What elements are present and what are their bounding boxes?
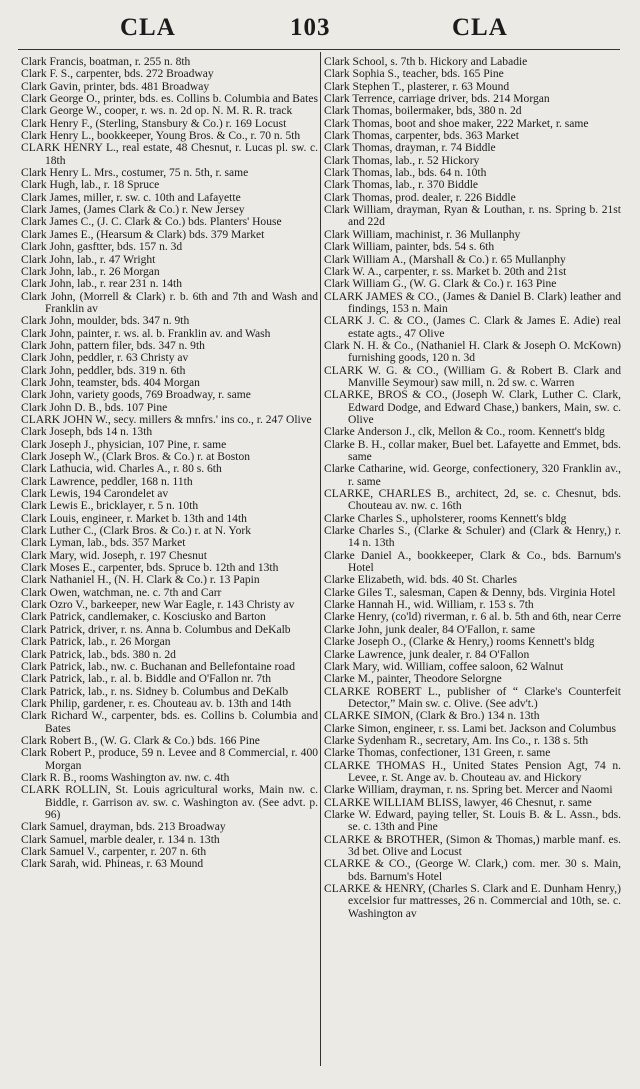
- directory-entry: Clark John, painter, r. ws. al. b. Franklin av. and Wash: [21, 327, 271, 340]
- directory-entry: Clark Samuel, drayman, bds. 213 Broadway: [21, 821, 226, 834]
- directory-entry: Clark George O., printer, bds. es. Collins b. Columbia and Bates: [21, 93, 318, 106]
- directory-entry: Clark Robert P., produce, 59 n. Levee and 8 Commercial, r. 400 Morgan: [21, 747, 318, 772]
- directory-entry: Clark William, drayman, Ryan & Louthan, r. ns. Spring b. 21st and 22d: [324, 204, 621, 229]
- directory-entry: Clark John, teamster, bds. 404 Morgan: [21, 376, 200, 389]
- directory-entry: Clark F. S., carpenter, bds. 272 Broadway: [21, 68, 214, 81]
- directory-entry: CLARK JOHN W., secy. millers & mnfrs.' ins co., r. 247 Olive: [21, 413, 312, 426]
- directory-entry: Clark Joseph J., physician, 107 Pine, r. same: [21, 438, 227, 451]
- directory-entry: Clark James C., (J. C. Clark & Co.) bds. Planters' House: [21, 216, 282, 229]
- directory-entry: Clark Henry F., (Sterling, Stansbury & Co.) r. 169 Locust: [21, 117, 287, 130]
- directory-entry: Clarke Thomas, confectioner, 131 Green, r. same: [324, 747, 551, 760]
- directory-entry: Clark Lawrence, peddler, 168 n. 11th: [21, 475, 193, 488]
- directory-entry: Clark John, moulder, bds. 347 n. 9th: [21, 315, 190, 328]
- directory-entry: Clark William G., (W. G. Clark & Co.) r. 163 Pine: [324, 278, 557, 291]
- directory-entry: Clark Patrick, lab., bds. 380 n. 2d: [21, 648, 176, 661]
- directory-entry: Clark Nathaniel H., (N. H. Clark & Co.) r. 13 Papin: [21, 574, 260, 587]
- directory-entry: CLARK ROLLIN, St. Louis agricultural works, Main nw. c. Biddle, r. Garrison av. sw. c. Washington av. (See advt. p. 96): [21, 784, 318, 821]
- directory-entry: Clark Thomas, drayman, r. 74 Biddle: [324, 142, 496, 155]
- directory-entry: Clark Joseph W., (Clark Bros. & Co.) r. at Boston: [21, 451, 251, 463]
- directory-entry: Clarke Lawrence, junk dealer, r. 84 O'Fallon: [324, 648, 530, 661]
- directory-entry: Clark Moses E., carpenter, bds. Spruce b. 12th and 13th: [21, 562, 279, 575]
- directory-entry: Clark Patrick, driver, r. ns. Anna b. Columbus and DeKalb: [21, 623, 291, 636]
- directory-entry: Clark Lewis, 194 Carondelet av: [21, 488, 169, 501]
- directory-entry: Clark John, gasftter, bds. 157 n. 3d: [21, 241, 183, 254]
- directory-entry: Clarke M., painter, Theodore Selorgne: [324, 673, 502, 686]
- directory-entry: Clark Henry L., bookkeeper, Young Bros. & Co., r. 70 n. 5th: [21, 130, 301, 143]
- directory-entry: CLARKE, BROS & CO., (Joseph W. Clark, Luther C. Clark, Edward Dodge, and Edward Chase,) bankers, Main, sw. c. Olive: [324, 389, 621, 426]
- directory-entry: Clarke John, junk dealer, 84 O'Fallon, r. same: [324, 623, 536, 636]
- directory-entry: Clark Patrick, candlemaker, c. Kosciusko and Barton: [21, 611, 266, 624]
- directory-entry: Clark Robert B., (W. G. Clark & Co.) bds. 166 Pine: [21, 734, 260, 747]
- directory-entry: Clark John, lab., r. 26 Morgan: [21, 265, 160, 278]
- directory-entry: Clarke Joseph O., (Clarke & Henry,) rooms Kennett's bldg: [324, 636, 595, 649]
- directory-entry: Clark John D. B., bds. 107 Pine: [21, 401, 168, 414]
- directory-entry: CLARKE & CO., (George W. Clark,) com. mer. 30 s. Main, bds. Barnum's Hotel: [324, 858, 621, 883]
- directory-entry: Clark John, peddler, r. 63 Christy av: [21, 352, 189, 365]
- directory-entry: Clark George W., cooper, r. ws. n. 2d op. N. M. R. R. track: [21, 105, 293, 118]
- directory-entry: Clark N. H. & Co., (Nathaniel H. Clark & Joseph O. McKown) furnishing goods, 120 n. 3d: [324, 339, 621, 365]
- directory-entry: CLARKE & BROTHER, (Simon & Thomas,) marble manf. es. 3d bet. Olive and Locust: [324, 833, 621, 858]
- directory-entry: Clark John, lab., r. rear 231 n. 14th: [21, 278, 182, 291]
- directory-entry: Clark James, miller, r. sw. c. 10th and Lafayette: [21, 191, 241, 204]
- directory-entry: Clarke Henry, (co'ld) riverman, r. 6 al. b. 5th and 6th, near Cerre: [324, 611, 621, 624]
- directory-entry: CLARKE SIMON, (Clark & Bro.) 134 n. 13th: [324, 710, 540, 723]
- directory-entry: Clark James E., (Hearsum & Clark) bds. 379 Market: [21, 228, 265, 241]
- directory-entry: Clark Luther C., (Clark Bros. & Co.) r. at N. York: [21, 525, 251, 538]
- running-head-right: CLA: [452, 14, 508, 41]
- directory-entry: Clark Stephen T., plasterer, r. 63 Mound: [324, 80, 510, 93]
- directory-entry: Clark Sophia S., teacher, bds. 165 Pine: [324, 68, 504, 81]
- directory-entry: Clarke Hannah H., wid. William, r. 153 s. 7th: [324, 599, 534, 612]
- directory-entry: Clark R. B., rooms Washington av. nw. c. 4th: [21, 771, 230, 784]
- directory-entry: Clark Terrence, carriage driver, bds. 214 Morgan: [324, 93, 550, 106]
- directory-entry: Clark Patrick, lab., nw. c. Buchanan and Bellefontaine road: [21, 660, 296, 673]
- directory-entry: Clark William, painter, bds. 54 s. 6th: [324, 241, 495, 254]
- directory-entry: Clark Richard W., carpenter, bds. es. Collins b. Columbia and Bates: [21, 710, 318, 735]
- column-divider: [320, 52, 321, 1066]
- directory-entry: Clark Lathucia, wid. Charles A., r. 80 s. 6th: [21, 463, 222, 476]
- directory-entry: CLARKE WILLIAM BLISS, lawyer, 46 Chesnut, r. same: [324, 796, 592, 809]
- directory-entry: Clark Owen, watchman, ne. c. 7th and Carr: [21, 586, 222, 599]
- directory-entry: Clark Thomas, prod. dealer, r. 226 Biddle: [324, 191, 516, 204]
- directory-entry: Clark Patrick, lab., r. ns. Sidney b. Columbus and DeKalb: [21, 685, 289, 698]
- directory-entry: Clark Samuel V., carpenter, r. 207 n. 6th: [21, 846, 207, 858]
- directory-entry: Clark Patrick, lab., r. 26 Morgan: [21, 636, 171, 649]
- directory-entry: Clark Sarah, wid. Phineas, r. 63 Mound: [21, 858, 204, 871]
- directory-entry: CLARKE, CHARLES B., architect, 2d, se. c. Chesnut, bds. Chouteau av. nw. c. 16th: [324, 488, 621, 513]
- directory-entry: Clark Francis, boatman, r. 255 n. 8th: [21, 56, 191, 68]
- directory-entry: CLARK JAMES & CO., (James & Daniel B. Clark) leather and findings, 153 n. Main: [324, 290, 621, 315]
- directory-entry: Clark Mary, wid. William, coffee saloon, 62 Walnut: [324, 660, 564, 673]
- directory-entry: Clarke Giles T., salesman, Capen & Denny, bds. Virginia Hotel: [324, 586, 616, 599]
- directory-entry: Clark Thomas, carpenter, bds. 363 Market: [324, 130, 519, 143]
- directory-entry: Clark William, machinist, r. 36 Mullanphy: [324, 228, 521, 241]
- directory-entry: CLARK W. G. & CO., (William G. & Robert B. Clark and Manville Seymour) saw mill, n. 2d sw. c. Warren: [324, 364, 621, 389]
- directory-entry: Clark Thomas, lab., r. 52 Hickory: [324, 154, 480, 167]
- directory-entry: Clarke Catharine, wid. George, confectionery, 320 Franklin av., r. same: [324, 463, 621, 488]
- right-column: [324, 56, 621, 920]
- directory-entry: CLARKE & HENRY, (Charles S. Clark and E. Dunham Henry,) excelsior fur mattresses, 26 n. Commercial and 10th, se. c. Washington av: [324, 883, 621, 920]
- directory-entry: Clarke Charles S., (Clarke & Schuler) and (Clark & Henry,) r. 14 n. 13th: [324, 525, 621, 550]
- directory-entry: Clark Ozro V., barkeeper, new War Eagle, r. 143 Christy av: [21, 599, 295, 612]
- running-head-left: CLA: [120, 14, 176, 41]
- directory-entry: Clark John, lab., r. 47 Wright: [21, 253, 156, 266]
- directory-entry: Clark W. A., carpenter, r. ss. Market b. 20th and 21st: [324, 265, 567, 278]
- directory-entry: Clarke Charles S., upholsterer, rooms Kennett's bldg: [324, 512, 567, 525]
- directory-entry: Clark Thomas, lab., r. 370 Biddle: [324, 179, 479, 192]
- directory-entry: Clark John, peddler, bds. 319 n. 6th: [21, 364, 186, 377]
- directory-entry: Clark Hugh, lab., r. 18 Spruce: [21, 179, 160, 192]
- directory-entry: Clark Gavin, printer, bds. 481 Broadway: [21, 80, 210, 93]
- directory-entry: Clarke B. H., collar maker, Buel bet. Lafayette and Emmet, bds. same: [324, 438, 621, 463]
- directory-entry: Clark John, variety goods, 769 Broadway, r. same: [21, 389, 251, 402]
- directory-entry: Clark James, (James Clark & Co.) r. New Jersey: [21, 204, 245, 217]
- directory-entry: Clarke William, drayman, r. ns. Spring bet. Mercer and Naomi: [324, 784, 613, 797]
- directory-entry: CLARKE THOMAS H., United States Pension Agt, 74 n. Levee, r. St. Ange av. b. Chouteau av. and Hickory: [324, 759, 621, 784]
- directory-entry: CLARK HENRY L., real estate, 48 Chesnut, r. Lucas pl. sw. c. 18th: [21, 142, 318, 167]
- left-column: [21, 56, 318, 871]
- directory-entry: Clark Henry L. Mrs., costumer, 75 n. 5th, r. same: [21, 167, 249, 180]
- directory-entry: Clarke W. Edward, paying teller, St. Louis B. & L. Assn., bds. se. c. 13th and Pine: [324, 808, 621, 834]
- directory-entry: Clarke Anderson J., clk, Mellon & Co., room. Kennett's bldg: [324, 426, 605, 439]
- directory-entry: Clark Samuel, marble dealer, r. 134 n. 13th: [21, 833, 220, 846]
- directory-entry: Clark Patrick, lab., r. al. b. Biddle and O'Fallon nr. 7th: [21, 673, 271, 686]
- directory-entry: Clarke Daniel A., bookkeeper, Clark & Co., bds. Barnum's Hotel: [324, 549, 621, 575]
- directory-entry: Clarke Sydenham R., secretary, Am. Ins Co., r. 138 s. 5th: [324, 734, 589, 747]
- directory-entry: CLARKE ROBERT L., publisher of “ Clarke's Counterfeit Detector,” Main sw. c. Olive. (See adv't.): [324, 685, 621, 710]
- directory-entry: Clark Lyman, lab., bds. 357 Market: [21, 537, 186, 550]
- directory-entry: Clark Thomas, boilermaker, bds, 380 n. 2d: [324, 105, 522, 118]
- directory-entry: Clark Thomas, boot and shoe maker, 222 Market, r. same: [324, 117, 589, 130]
- header-rule: [18, 49, 620, 50]
- page-number: 103: [290, 14, 331, 41]
- directory-entry: Clark Thomas, lab., bds. 64 n. 10th: [324, 167, 487, 180]
- directory-entry: Clark John, pattern filer, bds. 347 n. 9th: [21, 339, 205, 352]
- directory-entry: Clark Louis, engineer, r. Market b. 13th and 14th: [21, 512, 247, 525]
- directory-entry: Clark William A., (Marshall & Co.) r. 65 Mullanphy: [324, 253, 566, 266]
- directory-entry: Clark Philip, gardener, r. es. Chouteau av. b. 13th and 14th: [21, 697, 292, 710]
- directory-entry: Clarke Elizabeth, wid. bds. 40 St. Charles: [324, 574, 518, 587]
- directory-entry: Clark Joseph, bds 14 n. 13th: [21, 426, 153, 439]
- directory-entry: Clark Mary, wid. Joseph, r. 197 Chesnut: [21, 549, 207, 562]
- directory-entry: Clark School, s. 7th b. Hickory and Labadie: [324, 56, 528, 68]
- directory-entry: Clarke Simon, engineer, r. ss. Lami bet. Jackson and Columbus: [324, 722, 617, 735]
- directory-entry: CLARK J. C. & CO., (James C. Clark & James E. Adie) real estate agts., 47 Olive: [324, 315, 621, 340]
- directory-entry: Clark John, (Morrell & Clark) r. b. 6th and 7th and Wash and Franklin av: [21, 290, 318, 315]
- directory-entry: Clark Lewis E., bricklayer, r. 5 n. 10th: [21, 500, 199, 513]
